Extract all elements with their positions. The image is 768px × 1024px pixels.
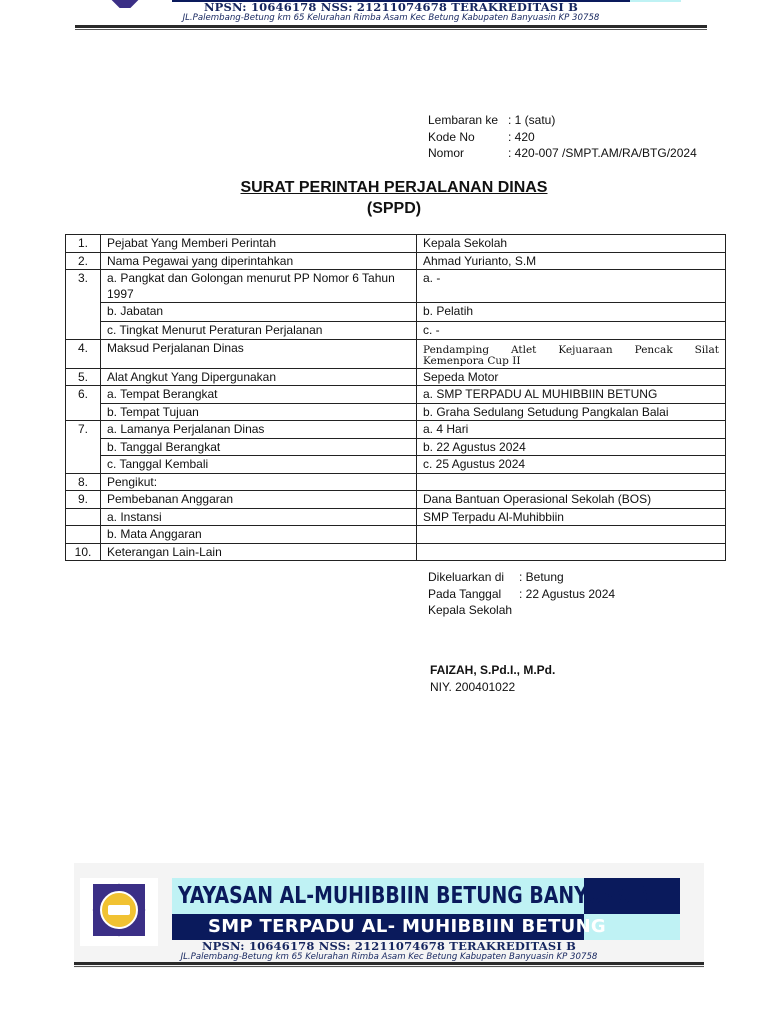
table-row xyxy=(66,270,726,303)
row-label: b. Tempat Tujuan xyxy=(101,403,417,421)
row-value-line1: Pendamping Atlet Kejuaraan Pencak Silat xyxy=(423,343,719,356)
signer-block xyxy=(430,662,555,695)
school-name: SMP TERPADU AL- MUHIBBIIN BETUNG xyxy=(208,916,607,937)
nomor-value: : 420-007 /SMPT.AM/RA/BTG/2024 xyxy=(508,146,697,160)
signer-name: FAIZAH, S.Pd.I., M.Pd. xyxy=(430,663,556,677)
row-label: Keterangan Lain-Lain xyxy=(101,543,417,561)
table-row xyxy=(66,491,726,509)
row-number xyxy=(66,526,101,544)
row-number: 3. xyxy=(66,270,101,340)
row-label: c. Tanggal Kembali xyxy=(101,456,417,474)
header-rule-bottom-thin xyxy=(74,966,704,967)
row-value-line2: Kemenpora Cup II xyxy=(423,354,521,367)
npsn-line-top: NPSN: 10646178 NSS: 21211074678 TERAKREDITASI B xyxy=(203,0,579,14)
table-row xyxy=(66,303,726,322)
table-row xyxy=(66,235,726,253)
row-number: 10. xyxy=(66,543,101,561)
row-value: a. 4 Hari xyxy=(417,421,726,439)
row-label: Pengikut: xyxy=(101,473,417,491)
row-value: a. - xyxy=(417,270,726,303)
signer-niy: NIY. 200401022 xyxy=(430,679,516,694)
table-row xyxy=(66,368,726,386)
table-row xyxy=(66,473,726,491)
row-value xyxy=(417,473,726,491)
row-number: 6. xyxy=(66,386,101,421)
row-label: Nama Pegawai yang diperintahkan xyxy=(101,252,417,270)
row-value: b. Graha Sedulang Setudung Pangkalan Balai xyxy=(417,403,726,421)
document-subtitle: (SPPD) xyxy=(366,200,422,217)
table-row xyxy=(66,508,726,526)
row-value: b. 22 Agustus 2024 xyxy=(417,438,726,456)
sppd-table xyxy=(65,234,726,561)
row-number: 8. xyxy=(66,473,101,491)
table-row xyxy=(66,386,726,404)
row-number: 4. xyxy=(66,339,101,368)
row-number: 7. xyxy=(66,421,101,474)
header-rule-bottom xyxy=(74,962,704,965)
address-line: JL.Palembang-Betung km 65 Kelurahan Rimba Asam Kec Betung Kabupaten Banyuasin KP 30758 xyxy=(180,952,598,962)
npsn-line: NPSN: 10646178 NSS: 21211074678 TERAKREDITASI B xyxy=(201,939,577,953)
row-value: Dana Bantuan Operasional Sekolah (BOS) xyxy=(417,491,726,509)
row-label: Pembebanan Anggaran xyxy=(101,491,417,509)
row-label: Alat Angkut Yang Dipergunakan xyxy=(101,368,417,386)
header-rule-top xyxy=(75,25,707,28)
row-label: b. Mata Anggaran xyxy=(101,526,417,544)
table-row xyxy=(66,543,726,561)
address-line-top: JL.Palembang-Betung km 65 Kelurahan Rimba Asam Kec Betung Kabupaten Banyuasin KP 30758 xyxy=(182,13,600,23)
issued-role: Kepala Sekolah xyxy=(428,603,513,617)
nomor-label: Nomor xyxy=(428,146,465,160)
row-number: 1. xyxy=(66,235,101,253)
row-label: b. Tanggal Berangkat xyxy=(101,438,417,456)
school-logo xyxy=(80,878,158,946)
row-label: a. Tempat Berangkat xyxy=(101,386,417,404)
issued-block xyxy=(428,569,615,619)
lembaran-value: : 1 (satu) xyxy=(508,113,556,127)
row-value xyxy=(417,543,726,561)
table-row xyxy=(66,403,726,421)
issued-place-label: Dikeluarkan di xyxy=(428,570,505,584)
foundation-name: YAYASAN AL-MUHIBBIIN BETUNG BANYUASIN xyxy=(178,883,654,909)
table-row xyxy=(66,456,726,474)
row-number: 2. xyxy=(66,252,101,270)
row-number: 9. xyxy=(66,491,101,509)
row-label: a. Pangkat dan Golongan menurut PP Nomor 6 Tahun 1997 xyxy=(101,270,417,303)
row-value: Sepeda Motor xyxy=(417,368,726,386)
row-label: a. Instansi xyxy=(101,508,417,526)
header-rule-top-thin xyxy=(75,29,707,30)
row-value: a. SMP TERPADU AL MUHIBBIIN BETUNG xyxy=(417,386,726,404)
row-number: 5. xyxy=(66,368,101,386)
document-title xyxy=(0,179,768,197)
row-value: c. - xyxy=(417,322,726,340)
table-row xyxy=(66,339,726,368)
lembaran-label: Lembaran ke xyxy=(428,113,499,127)
letterhead-bottom xyxy=(74,863,704,968)
row-value xyxy=(417,526,726,544)
kode-value: : 420 xyxy=(508,129,535,144)
row-value: Kepala Sekolah xyxy=(417,235,726,253)
row-label: Pejabat Yang Memberi Perintah xyxy=(101,235,417,253)
row-label: Maksud Perjalanan Dinas xyxy=(101,339,417,368)
book-icon xyxy=(108,905,130,915)
row-value: Ahmad Yurianto, S.M xyxy=(417,252,726,270)
row-label: c. Tingkat Menurut Peraturan Perjalanan xyxy=(101,322,417,340)
row-label: a. Lamanya Perjalanan Dinas xyxy=(101,421,417,439)
title-line1: SURAT PERINTAH PERJALANAN DINAS xyxy=(240,179,548,196)
issued-date-label: Pada Tanggal xyxy=(428,586,502,601)
row-value: c. 25 Agustus 2024 xyxy=(417,456,726,474)
kode-label: Kode No xyxy=(428,129,475,144)
table-row xyxy=(66,526,726,544)
issued-place-value: : Betung xyxy=(519,570,564,584)
row-label: b. Jabatan xyxy=(101,303,417,322)
table-row xyxy=(66,252,726,270)
table-row xyxy=(66,322,726,340)
letter-meta xyxy=(428,112,697,162)
row-number xyxy=(66,508,101,526)
row-value: SMP Terpadu Al-Muhibbiin xyxy=(417,508,726,526)
table-row xyxy=(66,438,726,456)
issued-date-value: : 22 Agustus 2024 xyxy=(519,586,616,601)
row-value: b. Pelatih xyxy=(417,303,726,322)
table-row xyxy=(66,421,726,439)
row-value xyxy=(417,339,726,368)
